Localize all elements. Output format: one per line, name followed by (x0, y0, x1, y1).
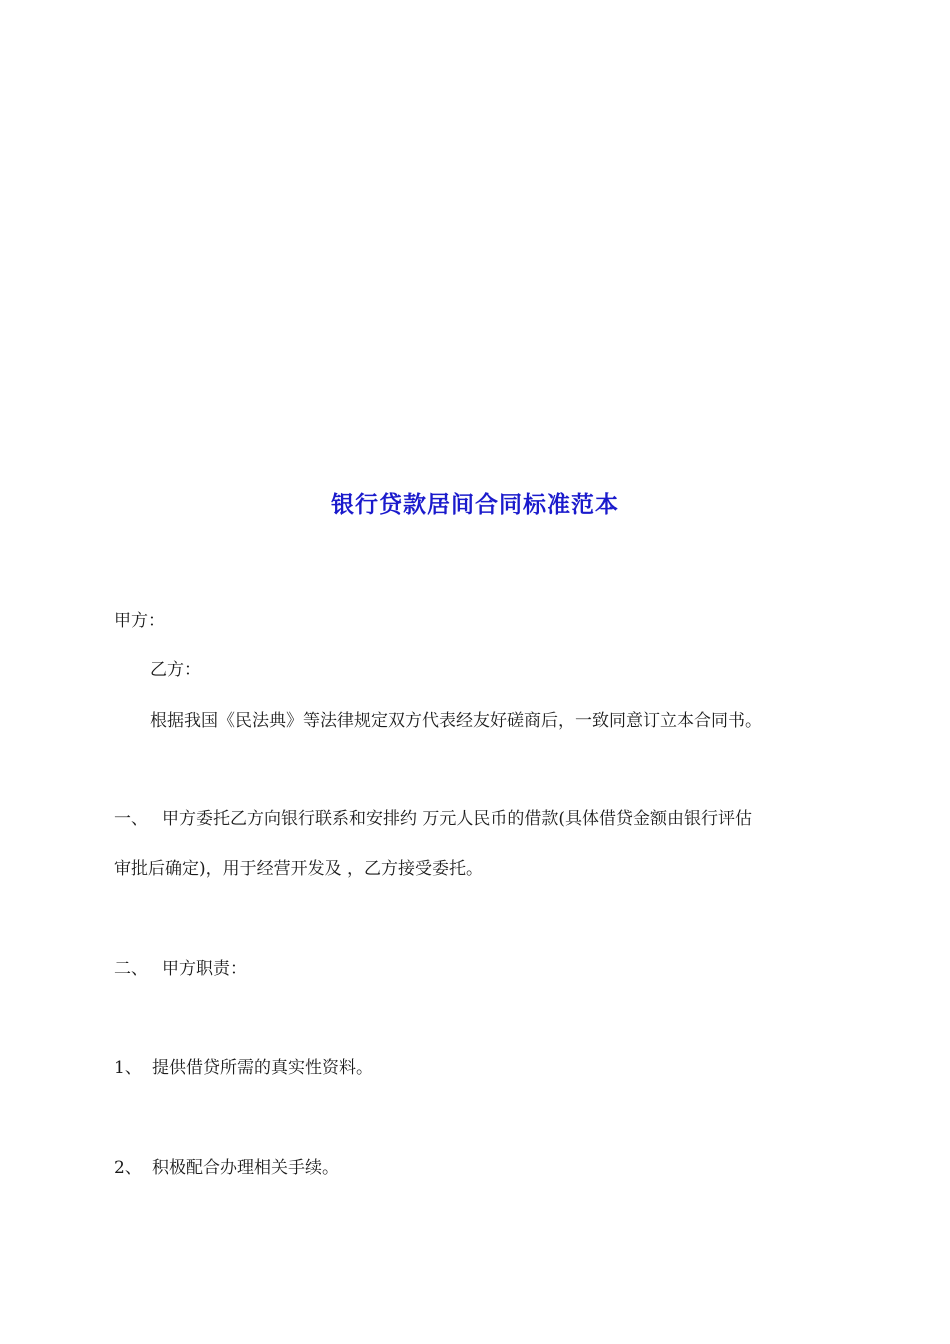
document-title: 银行贷款居间合同标准范本 (331, 492, 619, 518)
list-item-number: 2、 (114, 1158, 142, 1178)
clause-1-text: 甲方委托乙方向银行联系和安排约 万元人民币的借款(具体借贷金额由银行评估 (162, 809, 753, 829)
party-a-label: 甲方： (114, 611, 165, 631)
clause-1-line-1 (114, 808, 752, 830)
clause-2-text: 甲方职责： (162, 959, 247, 979)
clause-1-number: 一、 (114, 809, 148, 829)
list-item-number: 1、 (114, 1058, 142, 1078)
clause-1-line-2: 审批后确定)，用于经营开发及 ，乙方接受委托。 (114, 859, 484, 879)
list-item (114, 1157, 339, 1179)
party-b-label: 乙方： (150, 660, 201, 680)
clause-2-heading (114, 958, 247, 980)
list-item (114, 1057, 373, 1079)
intro-paragraph: 根据我国《民法典》等法律规定双方代表经友好磋商后，一致同意订立本合同书。 (150, 711, 762, 731)
clause-2-number: 二、 (114, 959, 148, 979)
list-item-text: 提供借贷所需的真实性资料。 (152, 1058, 373, 1078)
list-item-text: 积极配合办理相关手续。 (152, 1158, 339, 1178)
